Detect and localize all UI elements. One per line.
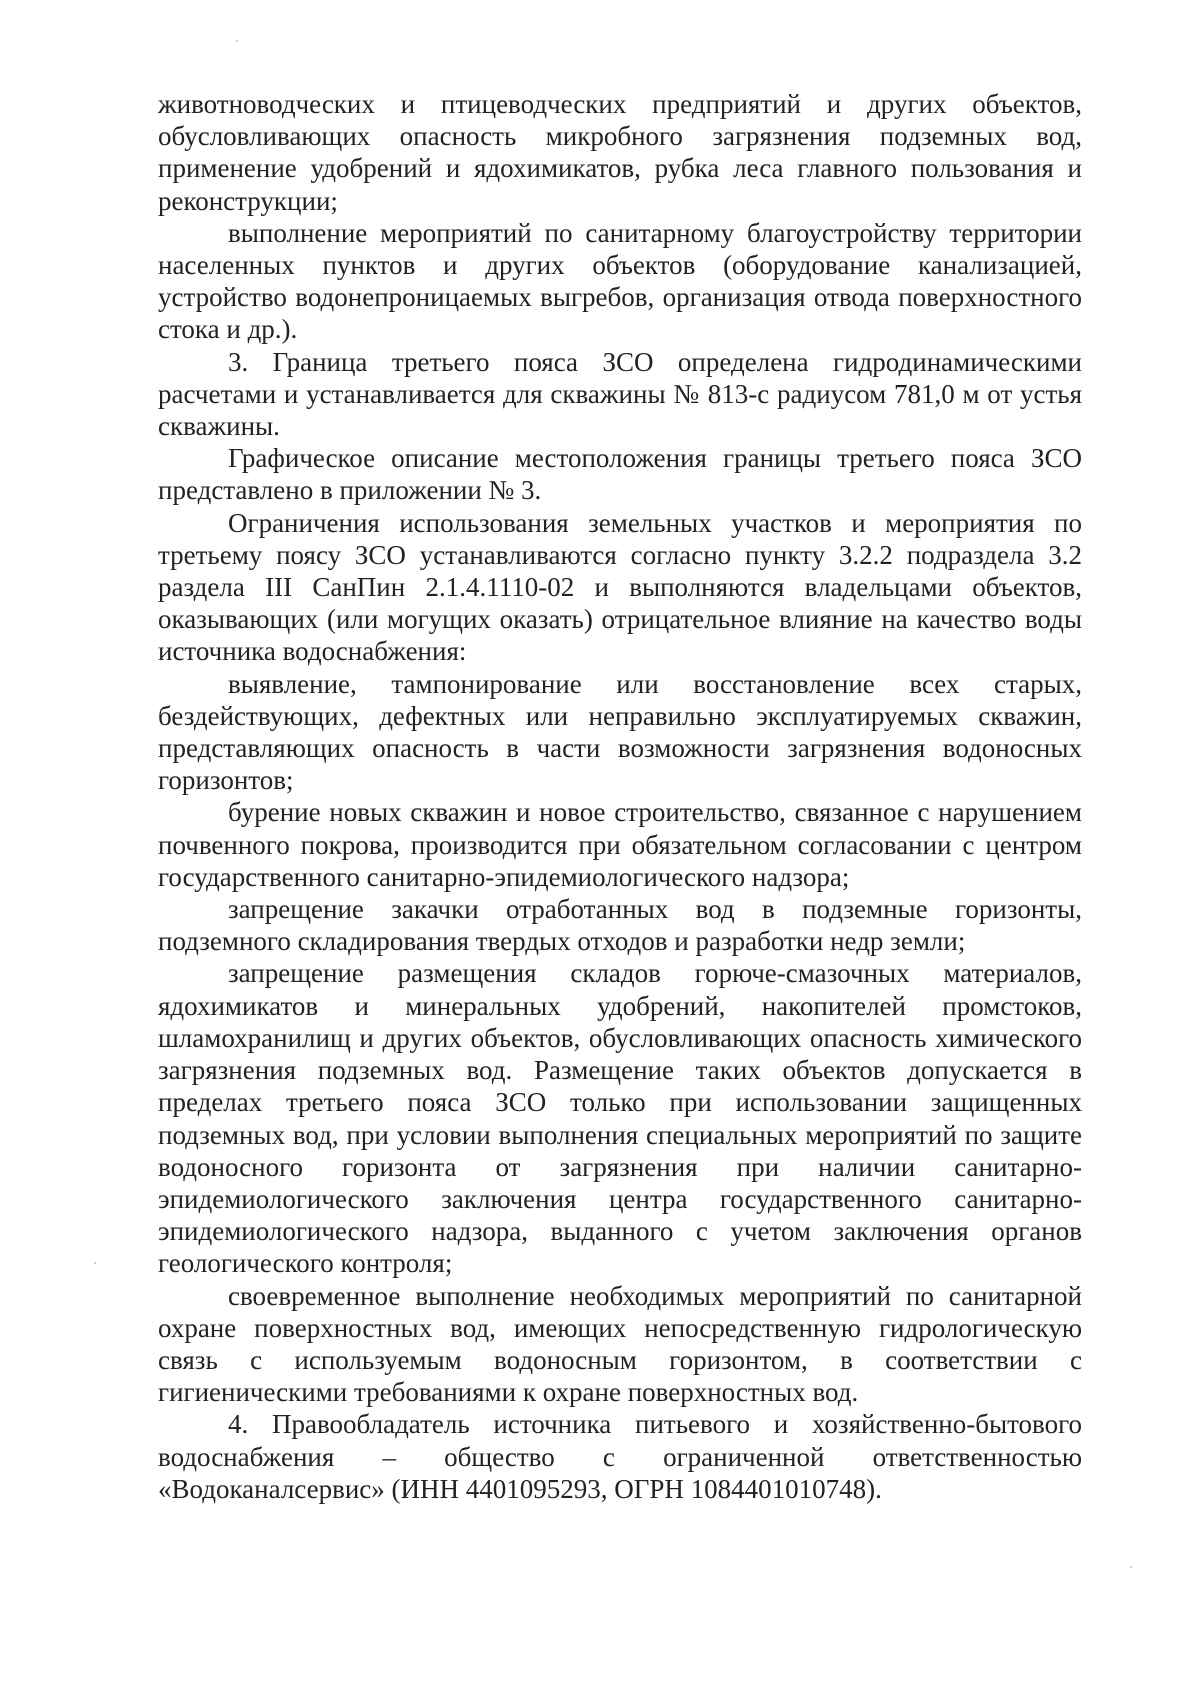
paragraph-11: 4. Правообладатель источника питьевого и хозяйственно-бытового водоснабжения – общество с ограниченной ответственностью «Водоканалсервис» (ИНН 4401095293, ОГРН 1084401010748). xyxy=(158,1409,1082,1504)
paragraph-2: выполнение мероприятий по санитарному благоустройству территории населенных пунктов и других объектов (оборудование канализацией, устройство водонепроницаемых выгребов, организация отвода поверхностного стока и др.). xyxy=(158,217,1082,345)
paragraph-7: бурение новых скважин и новое строительство, связанное с нарушением почвенного покрова, производится при обязательном согласовании с центром государственного санитарно-эпидемиологического надзора; xyxy=(158,797,1082,892)
document-body xyxy=(158,88,1082,1505)
paragraph-8: запрещение закачки отработанных вод в подземные горизонты, подземного складирования твердых отходов и разработки недр земли; xyxy=(158,894,1082,957)
scan-speck xyxy=(236,40,238,42)
paragraph-3: 3. Граница третьего пояса ЗСО определена гидродинамическими расчетами и устанавливается для скважины № 813-с радиусом 781,0 м от устья скважины. xyxy=(158,346,1082,442)
paragraph-1: животноводческих и птицеводческих предприятий и других объектов, обусловливающих опасность микробного загрязнения подземных вод, применение удобрений и ядохимикатов, рубка леса главного пользования и реконструкции; xyxy=(158,89,1082,216)
paragraph-9: запрещение размещения складов горюче-смазочных материалов, ядохимикатов и минеральных удобрений, накопителей промстоков, шламохранилищ и других объектов, обусловливающих опасность химического загрязнения подземных вод. Размещение таких объектов допускается в пределах третьего пояса ЗСО только при использовании защищенных подземных вод, при условии выполнения специальных мероприятий по защите водоносного горизонта от загрязнения при наличии санитарно-эпидемиологического заключения центра государственного санитарно-эпидемиологического надзора, выданного с учетом заключения органов геологического контроля; xyxy=(158,958,1082,1279)
paragraph-10: своевременное выполнение необходимых мероприятий по санитарной охране поверхностных вод, имеющих непосредственную гидрологическую связь с используемым водоносным горизонтом, в соответствии с гигиеническими требованиями к охране поверхностных вод. xyxy=(158,1280,1082,1408)
paragraph-5: Ограничения использования земельных участков и мероприятия по третьему поясу ЗСО устанавливаются согласно пункту 3.2.2 подраздела 3.2 раздела III СанПин 2.1.4.1110-02 и выполняются владельцами объектов, оказывающих (или могущих оказать) отрицательное влияние на качество воды источника водоснабжения: xyxy=(158,507,1082,667)
scan-speck xyxy=(1130,1566,1132,1568)
paragraph-6: выявление, тампонирование или восстановление всех старых, бездействующих, дефектных или неправильно эксплуатируемых скважин, представляющих опасность в части возможности загрязнения водоносных горизонтов; xyxy=(158,668,1082,796)
scan-speck xyxy=(94,1262,96,1264)
paragraph-4: Графическое описание местоположения границы третьего пояса ЗСО представлено в приложении № 3. xyxy=(158,443,1082,506)
